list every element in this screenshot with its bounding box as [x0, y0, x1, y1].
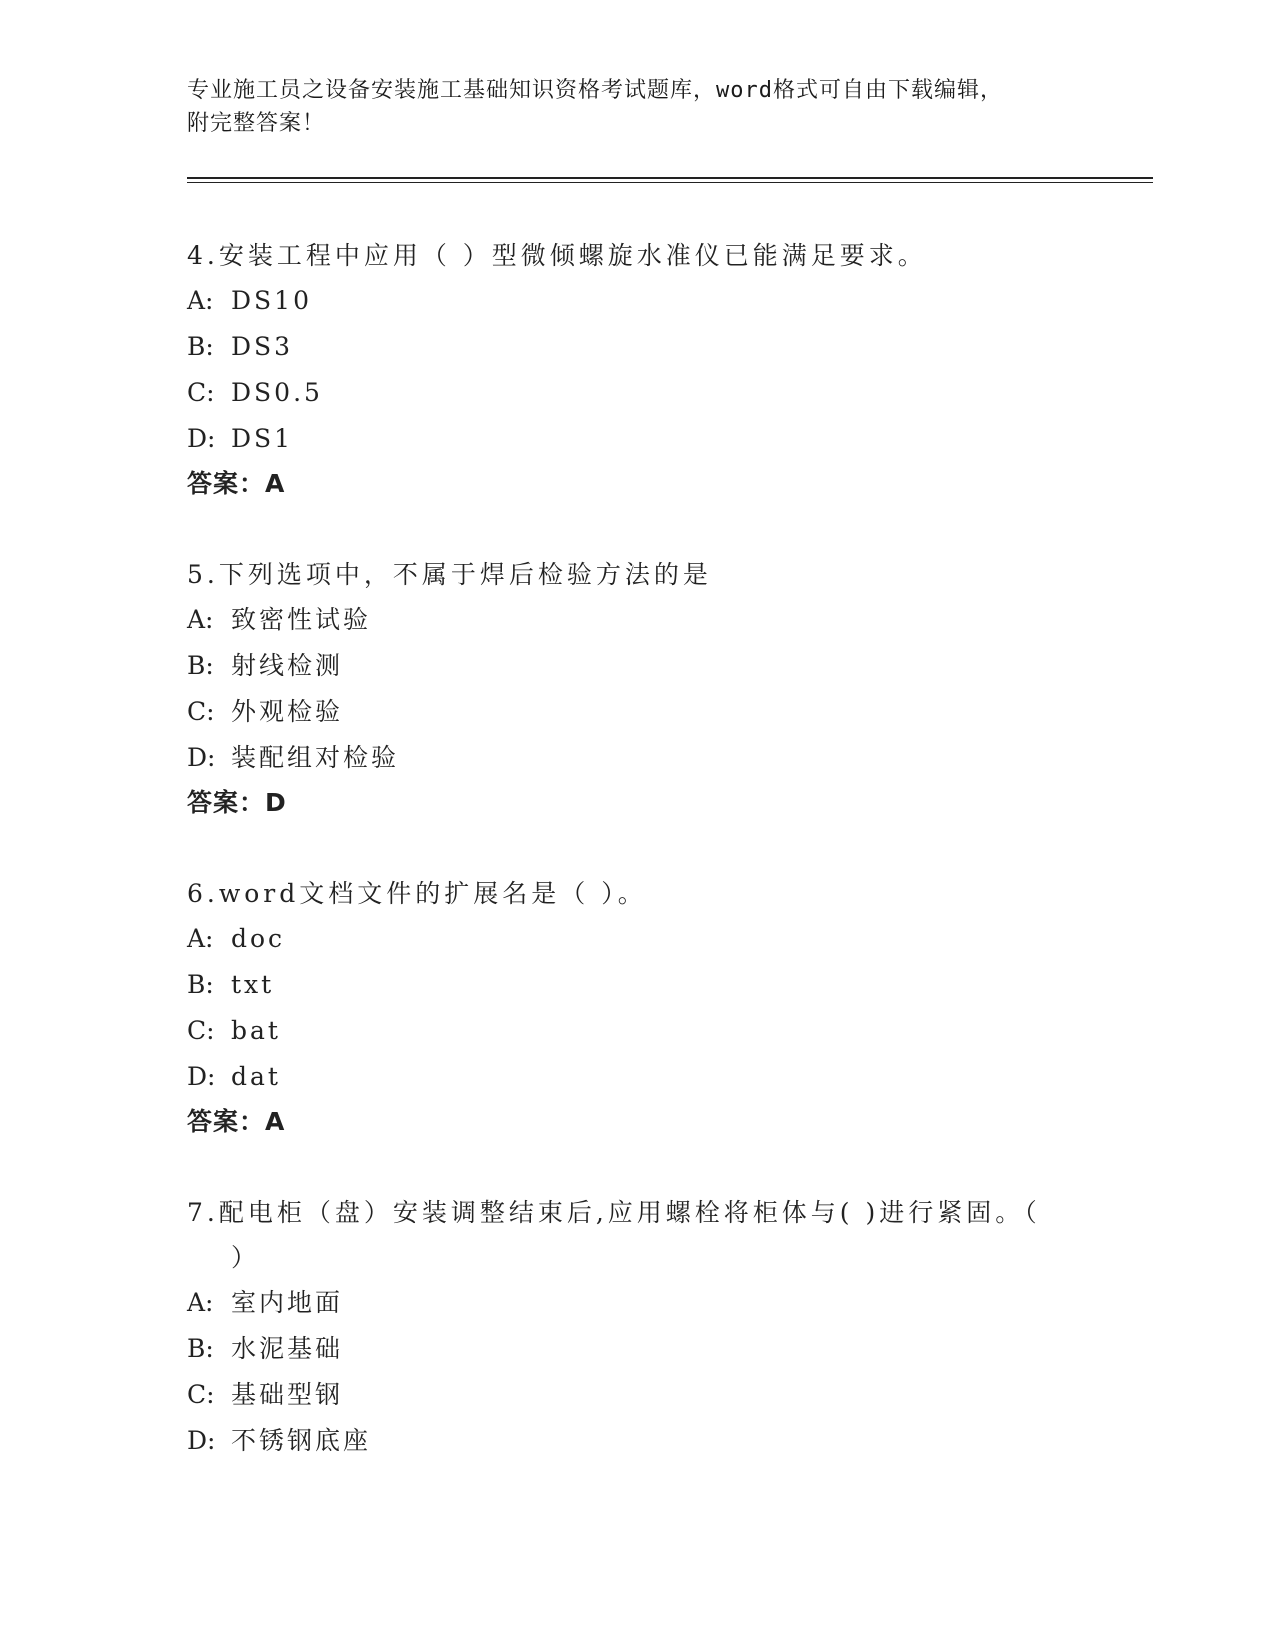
document-header: [187, 74, 1087, 140]
option-letter: C:: [187, 378, 215, 407]
option-b: [187, 324, 1087, 370]
option-c: [187, 1008, 1087, 1054]
option-text: 基础型钢: [231, 1380, 344, 1409]
answer-line: 答案：A: [187, 1107, 286, 1136]
option-letter: B:: [187, 332, 214, 361]
option-c: [187, 370, 1087, 416]
option-d: [187, 416, 1087, 462]
option-text: 射线检测: [231, 651, 344, 680]
option-letter: D:: [187, 1062, 216, 1091]
option-d: [187, 1418, 1087, 1464]
option-letter: A:: [187, 1288, 214, 1317]
option-letter: B:: [187, 651, 214, 680]
option-a: [187, 278, 1087, 324]
option-letter: C:: [187, 1380, 215, 1409]
option-text: 不锈钢底座: [231, 1426, 372, 1455]
question-stem: 4.安装工程中应用（ ）型微倾螺旋水准仪已能满足要求。: [187, 241, 927, 270]
option-letter: A:: [187, 605, 214, 634]
header-title-line1: 专业施工员之设备安装施工基础知识资格考试题库，word格式可自由下载编辑，: [187, 78, 1003, 103]
option-c: [187, 689, 1087, 735]
question-block: [187, 552, 1087, 825]
option-text: doc: [231, 924, 286, 953]
question-stem: 7.配电柜（盘）安装调整结束后,应用螺栓将柜体与( )进行紧固。（: [187, 1198, 1041, 1227]
option-text: DS0.5: [231, 378, 323, 407]
option-letter: D:: [187, 1426, 216, 1455]
question-block: [187, 871, 1087, 1144]
option-a: [187, 1280, 1087, 1326]
header-divider-thick: [187, 177, 1153, 179]
option-d: [187, 1054, 1087, 1100]
question-block: [187, 233, 1087, 506]
option-letter: B:: [187, 970, 214, 999]
question-stem-continuation: ）: [231, 1243, 257, 1272]
option-text: 致密性试验: [231, 605, 372, 634]
option-letter: A:: [187, 286, 214, 315]
option-b: [187, 1326, 1087, 1372]
option-text: DS10: [231, 286, 312, 315]
option-letter: C:: [187, 1016, 215, 1045]
option-b: [187, 962, 1087, 1008]
header-divider-thin: [187, 182, 1153, 183]
option-text: dat: [231, 1062, 281, 1091]
header-title-line2: 附完整答案！: [187, 111, 326, 136]
option-text: 外观检验: [231, 697, 344, 726]
option-c: [187, 1372, 1087, 1418]
option-letter: B:: [187, 1334, 214, 1363]
option-text: txt: [231, 970, 275, 999]
option-d: [187, 735, 1087, 781]
option-a: [187, 916, 1087, 962]
answer-line: 答案：A: [187, 469, 286, 498]
option-a: [187, 597, 1087, 643]
option-letter: D:: [187, 743, 216, 772]
question-stem: 6.word文档文件的扩展名是（ ）。: [187, 879, 647, 908]
option-letter: C:: [187, 697, 215, 726]
option-text: DS1: [231, 424, 294, 453]
question-block: [187, 1190, 1087, 1464]
option-letter: A:: [187, 924, 214, 953]
option-text: DS3: [231, 332, 294, 361]
option-text: 室内地面: [231, 1288, 344, 1317]
option-text: 水泥基础: [231, 1334, 344, 1363]
answer-line: 答案：D: [187, 788, 287, 817]
option-letter: D:: [187, 424, 216, 453]
option-text: 装配组对检验: [231, 743, 400, 772]
question-stem: 5.下列选项中，不属于焊后检验方法的是: [187, 560, 712, 589]
option-text: bat: [231, 1016, 281, 1045]
option-b: [187, 643, 1087, 689]
